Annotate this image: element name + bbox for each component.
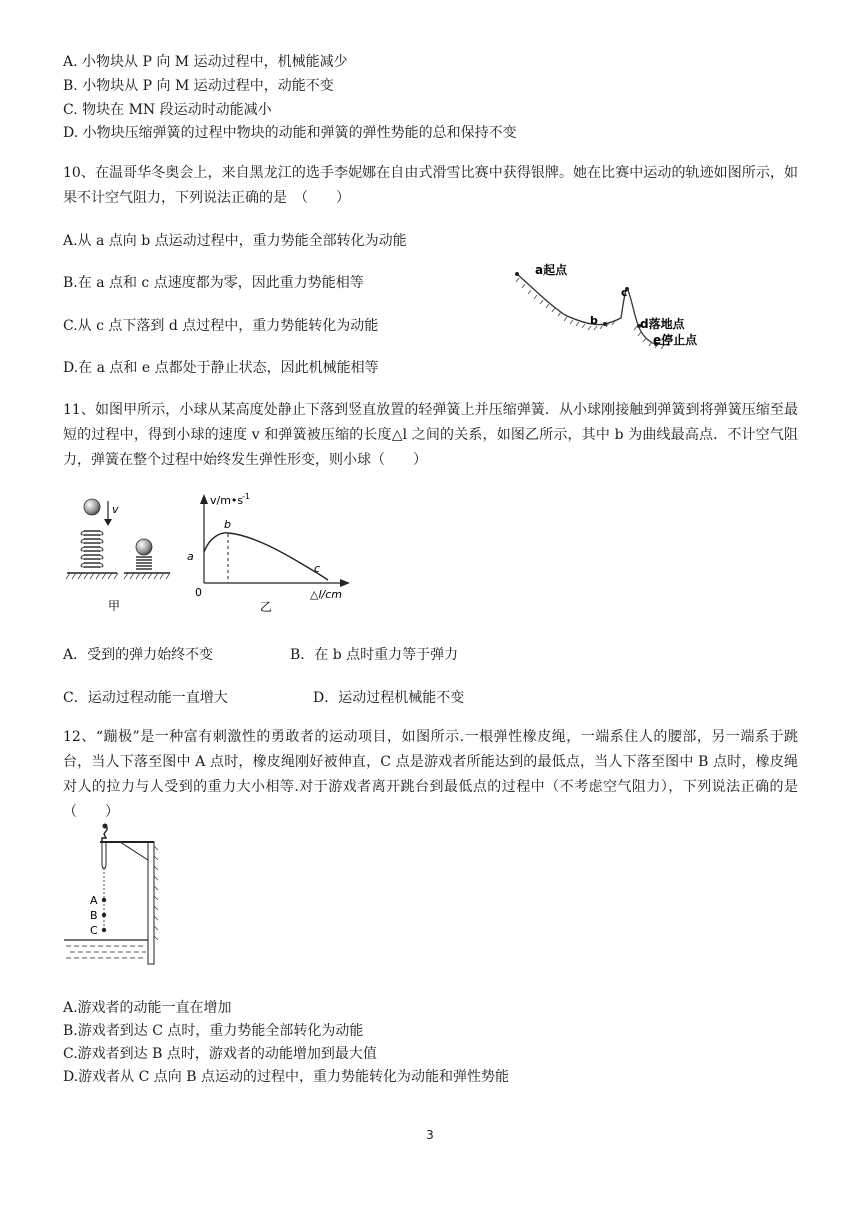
graph-point-c: c xyxy=(314,562,321,575)
bungee-figure xyxy=(60,822,165,972)
bungee-label-a: A xyxy=(90,894,98,907)
graph-origin: 0 xyxy=(195,586,202,599)
ski-label-d: d落地点 xyxy=(640,317,685,331)
q9-option-c: C. 物块在 MN 段运动时动能减小 xyxy=(63,102,272,118)
q9-option-a: A. 小物块从 P 向 M 运动过程中，机械能减少 xyxy=(63,54,348,70)
bungee-cord xyxy=(102,842,106,869)
q10-stem: 10、在温哥华冬奥会上，来自黑龙江的选手李妮娜在自由式滑雪比赛中获得银牌。她在比赛中运动的轨迹如图所示，如果不计空气阻力，下列说法正确的是 （ ） xyxy=(63,165,798,206)
ski-label-a: a起点 xyxy=(535,263,568,277)
falling-ball xyxy=(84,499,100,515)
caption-jia: 甲 xyxy=(108,599,121,613)
ball-on-spring xyxy=(136,539,152,555)
graph-xlabel: △l/cm xyxy=(310,588,342,601)
q10-option-d: D.在 a 点和 e 点都处于静止状态，因此机械能相等 xyxy=(63,360,379,376)
graph-point-b: b xyxy=(224,518,231,531)
q10-option-b: B.在 a 点和 c 点速度都为零，因此重力势能相等 xyxy=(63,275,364,291)
graph-ylabel: v/m•s xyxy=(210,494,244,507)
q9-option-d: D. 小物块压缩弹簧的过程中物块的动能和弹簧的弹性势能的总和保持不变 xyxy=(63,125,517,141)
q10-option-c: C.从 c 点下落到 d 点过程中，重力势能转化为动能 xyxy=(63,318,379,334)
bungee-label-c: C xyxy=(90,924,98,937)
q12-option-a: A.游戏者的动能一直在增加 xyxy=(63,1000,232,1016)
spring-ball-figure-jia xyxy=(62,495,182,615)
q9-option-b: B. 小物块从 P 向 M 运动过程中，动能不变 xyxy=(63,78,334,94)
q11-option-d: D．运动过程机械能不变 xyxy=(313,690,465,706)
ski-label-c: c xyxy=(621,286,628,299)
velocity-arrow-label: v xyxy=(112,503,119,516)
q11-option-a: A．受到的弹力始终不变 xyxy=(63,647,214,663)
velocity-curve xyxy=(204,533,328,580)
caption-yi: 乙 xyxy=(260,600,273,614)
ski-slope-curve xyxy=(517,274,670,345)
velocity-compression-graph-yi xyxy=(182,488,362,616)
q12-option-b: B.游戏者到达 C 点时，重力势能全部转化为动能 xyxy=(63,1023,364,1039)
q11-option-b: B．在 b 点时重力等于弹力 xyxy=(290,647,459,663)
jump-platform-post xyxy=(148,842,154,964)
uncompressed-spring xyxy=(84,531,100,567)
q10-option-a: A.从 a 点向 b 点运动过程中，重力势能全部转化为动能 xyxy=(63,233,407,249)
ski-label-e: e停止点 xyxy=(653,333,698,347)
bungee-label-b: B xyxy=(90,909,98,922)
page-number: 3 xyxy=(426,1128,434,1142)
q11-option-c: C．运动过程动能一直增大 xyxy=(63,690,228,706)
q11-stem: 11、如图甲所示，小球从某高度处静止下落到竖直放置的轻弹簧上并压缩弹簧．从小球刚接触到弹簧到将弹簧压缩至最短的过程中，得到小球的速度 v 和弹簧被压缩的长度△l 之间的关系，如图乙所示，其中 b 为曲线最高点．不计空气阻力，弹簧在整个过程中始终发生弹性形变，则小球（ ） xyxy=(63,402,798,468)
q12-option-c: C.游戏者到达 B 点时，游戏者的动能增加到最大值 xyxy=(63,1046,377,1062)
q12-stem: 12、“蹦极”是一种富有刺激性的勇敢者的运动项目，如图所示.一根弹性橡皮绳，一端系住人的腰部，另一端系于跳台，当人下落至图中 A 点时，橡皮绳刚好被伸直，C 点是游戏者所能达到的最低点，当人下落至图中 B 点时，橡皮绳对人的拉力与人受到的重力大小相等.对于游戏者离开跳台到最低点的过程中（不考虑空气阻力），下列说法正确的是（ ） xyxy=(63,729,798,820)
graph-ylabel-exponent: -1 xyxy=(242,492,250,501)
compressed-spring xyxy=(136,557,152,569)
q12-option-d: D.游戏者从 C 点向 B 点运动的过程中，重力势能转化为动能和弹性势能 xyxy=(63,1069,509,1085)
ski-label-b: b xyxy=(590,314,598,327)
ski-trajectory-figure xyxy=(505,260,720,355)
water-hatch xyxy=(66,946,146,958)
graph-point-a: a xyxy=(187,550,194,563)
